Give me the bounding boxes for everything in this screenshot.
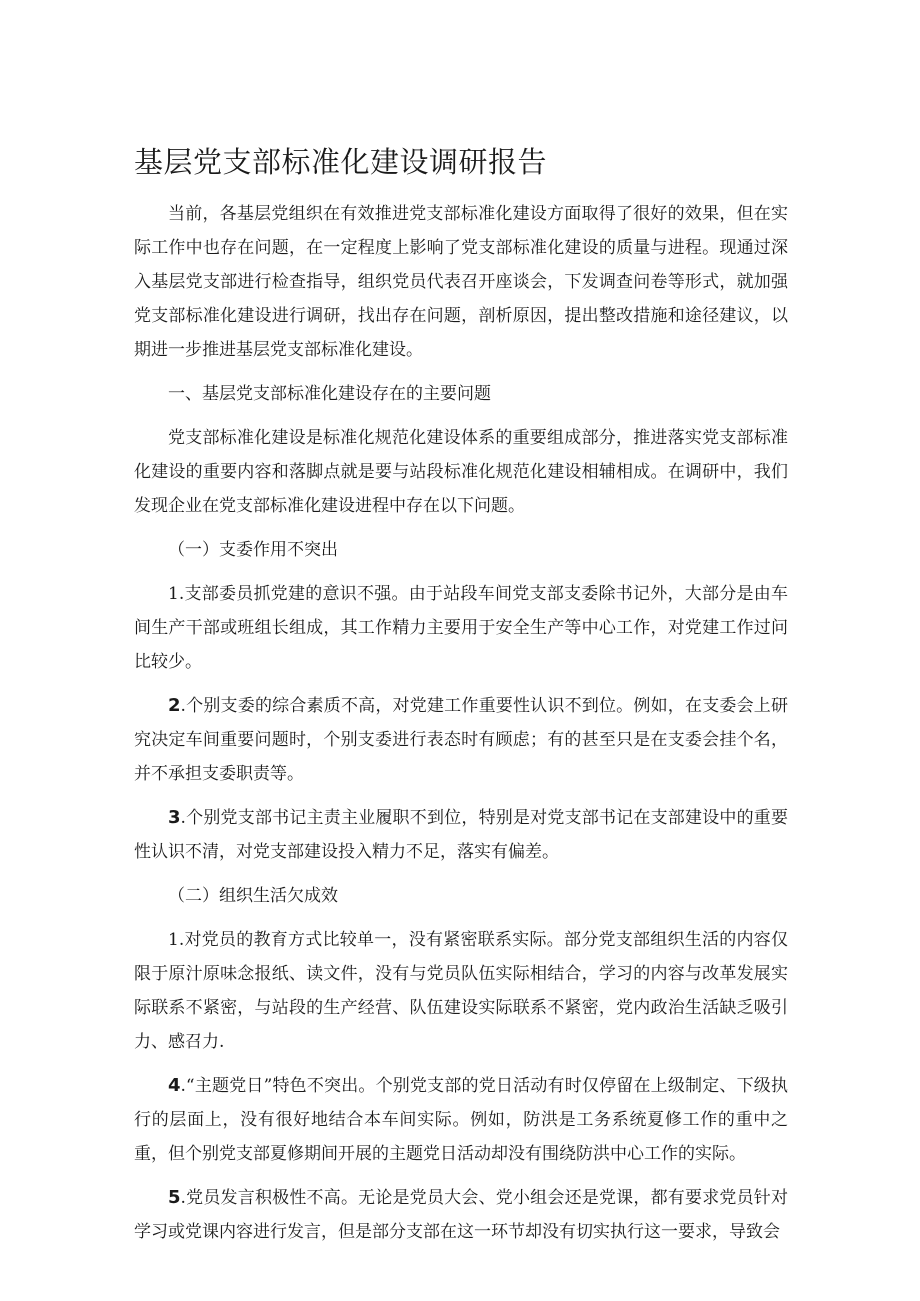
subsection-heading-1: （一）支委作用不突出 [168, 540, 338, 560]
subsection-heading-2: （二）组织生活欠成效 [168, 886, 338, 906]
item-number: 2 [168, 695, 181, 716]
document-body [134, 197, 788, 1259]
subsection-1-item-2 [134, 689, 788, 791]
item-text: .党员发言积极性不高。无论是党员大会、党小组会还是党课，都有要求党员针对学习或党课内容进行发言，但是部分支部在这一环节却没有切实执行这一要求，导致会 [134, 1188, 788, 1242]
section-1-paragraph: 党支部标准化建设是标准化规范化建设体系的重要组成部分，推进落实党支部标准化建设的重要内容和落脚点就是要与站段标准化规范化建设相辅相成。在调研中，我们发现企业在党支部标准化建设进程中存在以下问题。 [134, 428, 788, 516]
subsection-1-item-1: 1.支部委员抓党建的意识不强。由于站段车间党支部支委除书记外，大部分是由车间生产干部或班组长组成，其工作精力主要用于安全生产等中心工作，对党建工作过问比较少。 [134, 584, 788, 672]
subsection-2-item-1: 1.对党员的教育方式比较单一，没有紧密联系实际。部分党支部组织生活的内容仅限于原汁原味念报纸、读文件，没有与党员队伍实际相结合，学习的内容与改革发展实际联系不紧密，与站段的生产经营、队伍建设实际联系不紧密，党内政治生活缺乏吸引力、感召力. [134, 930, 788, 1052]
item-text: .个别党支部书记主责主业履职不到位，特别是对党支部书记在支部建设中的重要性认识不清，对党支部建设投入精力不足，落实有偏差。 [134, 808, 788, 862]
document-title: 基层党支部标准化建设调研报告 [134, 145, 548, 179]
item-number: 5 [168, 1187, 181, 1208]
intro-paragraph: 当前，各基层党组织在有效推进党支部标准化建设方面取得了很好的效果，但在实际工作中也存在问题，在一定程度上影响了党支部标准化建设的质量与进程。现通过深入基层党支部进行检查指导，组织党员代表召开座谈会，下发调查问卷等形式，就加强党支部标准化建设进行调研，找出存在问题，剖析原因，提出整改措施和途径建议，以期进一步推进基层党支部标准化建设。 [134, 204, 788, 360]
item-text: .个别支委的综合素质不高，对党建工作重要性认识不到位。例如，在支委会上研究决定车间重要问题时，个别支委进行表态时有顾虑；有的甚至只是在支委会挂个名，并不承担支委职责等。 [134, 696, 788, 784]
subsection-2-item-5 [134, 1181, 788, 1249]
subsection-1-item-3 [134, 801, 788, 869]
item-text: .“主题党日”特色不突出。个别党支部的党日活动有时仅停留在上级制定、下级执行的层面上，没有很好地结合本车间实际。例如，防洪是工务系统夏修工作的重中之重，但个别党支部夏修期间开展的主题党日活动却没有围绕防洪中心工作的实际。 [134, 1076, 788, 1164]
subsection-2-item-4 [134, 1069, 788, 1171]
item-number: 3 [168, 807, 181, 828]
section-heading-1: 一、基层党支部标准化建设存在的主要问题 [168, 384, 491, 404]
item-number: 4 [168, 1075, 181, 1096]
